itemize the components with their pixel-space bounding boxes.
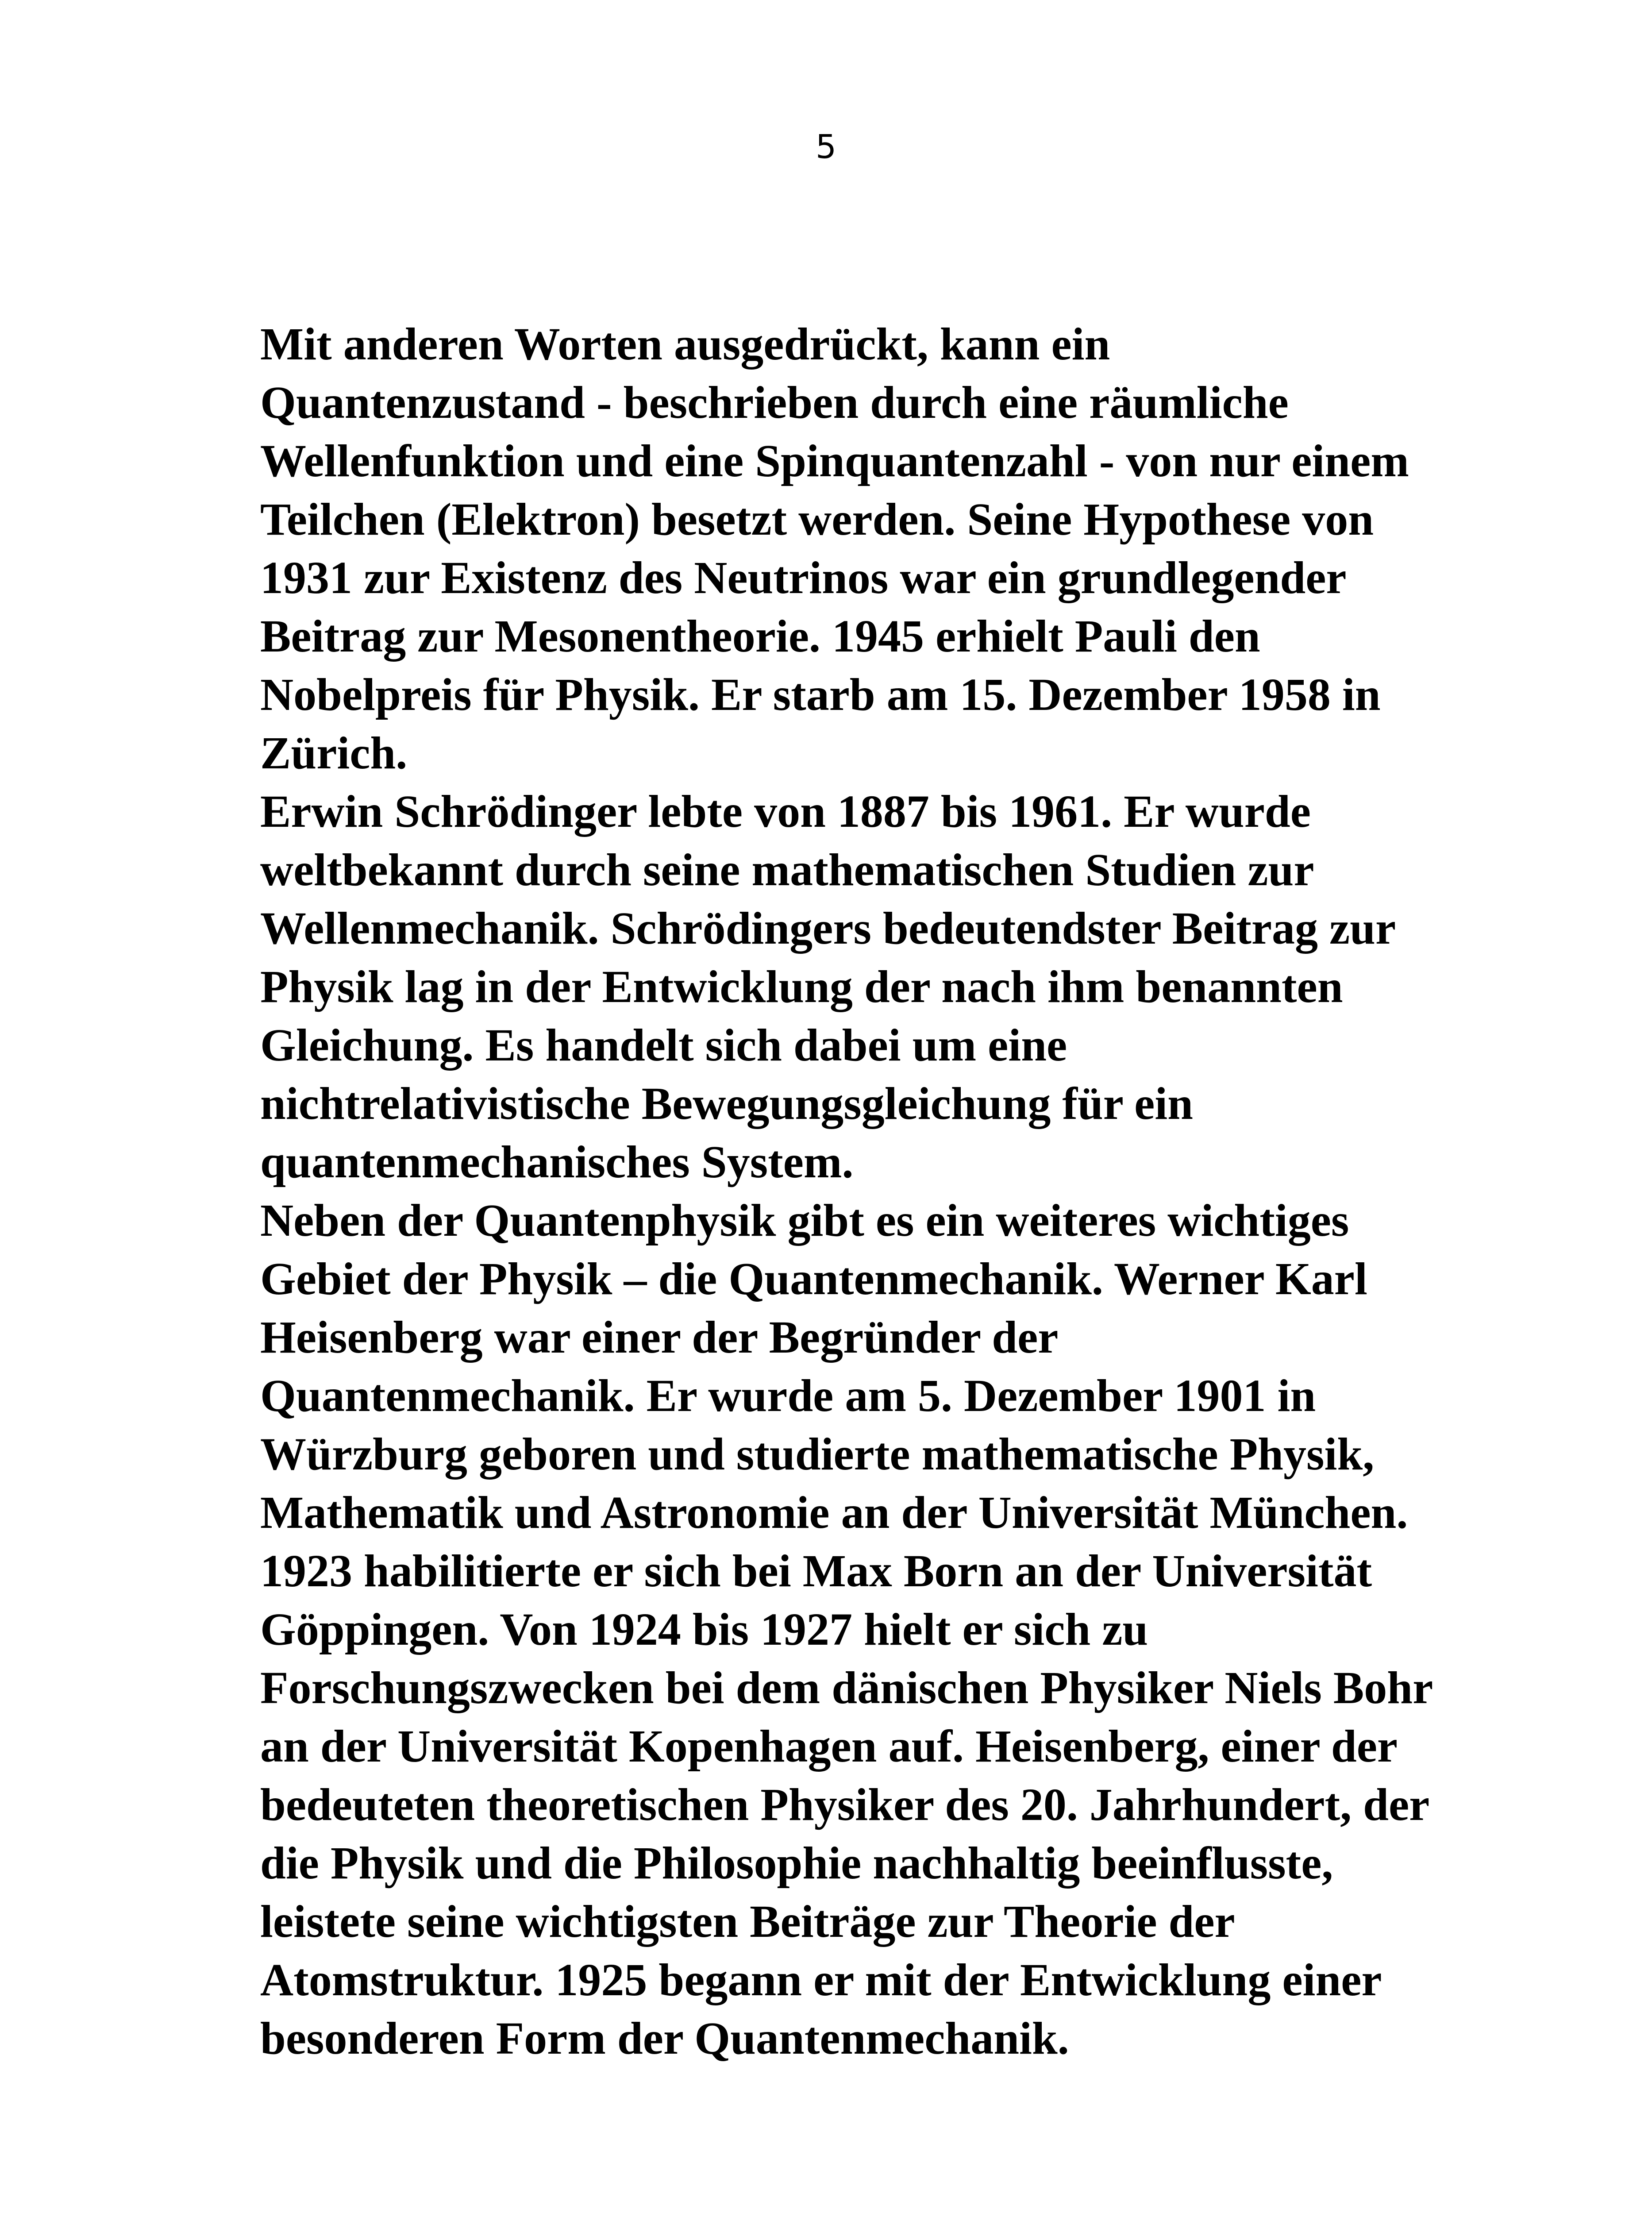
text-line: Mit anderen Worten ausgedrückt, kann ein — [260, 319, 1110, 370]
text-line: Neben der Quantenphysik gibt es ein weiteres wichtiges — [260, 1195, 1349, 1246]
text-line: Gebiet der Physik – die Quantenmechanik. Werner Karl — [260, 1253, 1367, 1304]
text-line: Gleichung. Es handelt sich dabei um eine — [260, 1020, 1067, 1071]
text-line: an der Universität Kopenhagen auf. Heisenberg, einer der — [260, 1721, 1398, 1772]
text-line: die Physik und die Philosophie nachhaltig beeinflusste, — [260, 1838, 1333, 1889]
text-line: Atomstruktur. 1925 begann er mit der Entwicklung einer — [260, 1955, 1382, 2005]
text-line: Teilchen (Elektron) besetzt werden. Seine Hypothese von — [260, 494, 1374, 545]
text-line: Forschungszwecken bei dem dänischen Physiker Niels Bohr — [260, 1662, 1433, 1713]
page-number: 5 — [815, 128, 837, 166]
text-line: Würzburg geboren und studierte mathematische Physik, — [260, 1429, 1375, 1480]
text-line: Mathematik und Astronomie an der Universität München. — [260, 1487, 1408, 1538]
text-line: Göppingen. Von 1924 bis 1927 hielt er sich zu — [260, 1604, 1148, 1655]
text-line: Quantenmechanik. Er wurde am 5. Dezember 1901 in — [260, 1370, 1316, 1421]
text-line: Physik lag in der Entwicklung der nach ihm benannten — [260, 961, 1343, 1012]
text-line: leistete seine wichtigsten Beiträge zur Theorie der — [260, 1896, 1235, 1947]
text-line: Erwin Schrödinger lebte von 1887 bis 1961. Er wurde — [260, 786, 1311, 837]
text-line: Wellenmechanik. Schrödingers bedeutendster Beitrag zur — [260, 903, 1396, 954]
text-line: besonderen Form der Quantenmechanik. — [260, 2013, 1069, 2064]
text-line: Beitrag zur Mesonentheorie. 1945 erhielt Pauli den — [260, 611, 1260, 662]
text-line: Zürich. — [260, 728, 408, 779]
text-line: bedeuteten theoretischen Physiker des 20. Jahrhundert, der — [260, 1779, 1430, 1830]
text-line: nichtrelativistische Bewegungsgleichung für ein — [260, 1078, 1193, 1129]
text-line: Quantenzustand - beschrieben durch eine räumliche — [260, 377, 1289, 428]
text-line: Heisenberg war einer der Begründer der — [260, 1312, 1059, 1363]
text-line: Wellenfunktion und eine Spinquantenzahl - von nur einem — [260, 436, 1409, 486]
text-line: weltbekannt durch seine mathematischen Studien zur — [260, 844, 1314, 895]
text-line: quantenmechanisches System. — [260, 1137, 854, 1187]
body-text — [260, 315, 1433, 2068]
text-line: 1931 zur Existenz des Neutrinos war ein grundlegender — [260, 552, 1347, 603]
text-line: 1923 habilitierte er sich bei Max Born an der Universität — [260, 1546, 1372, 1596]
text-line: Nobelpreis für Physik. Er starb am 15. Dezember 1958 in — [260, 669, 1381, 720]
